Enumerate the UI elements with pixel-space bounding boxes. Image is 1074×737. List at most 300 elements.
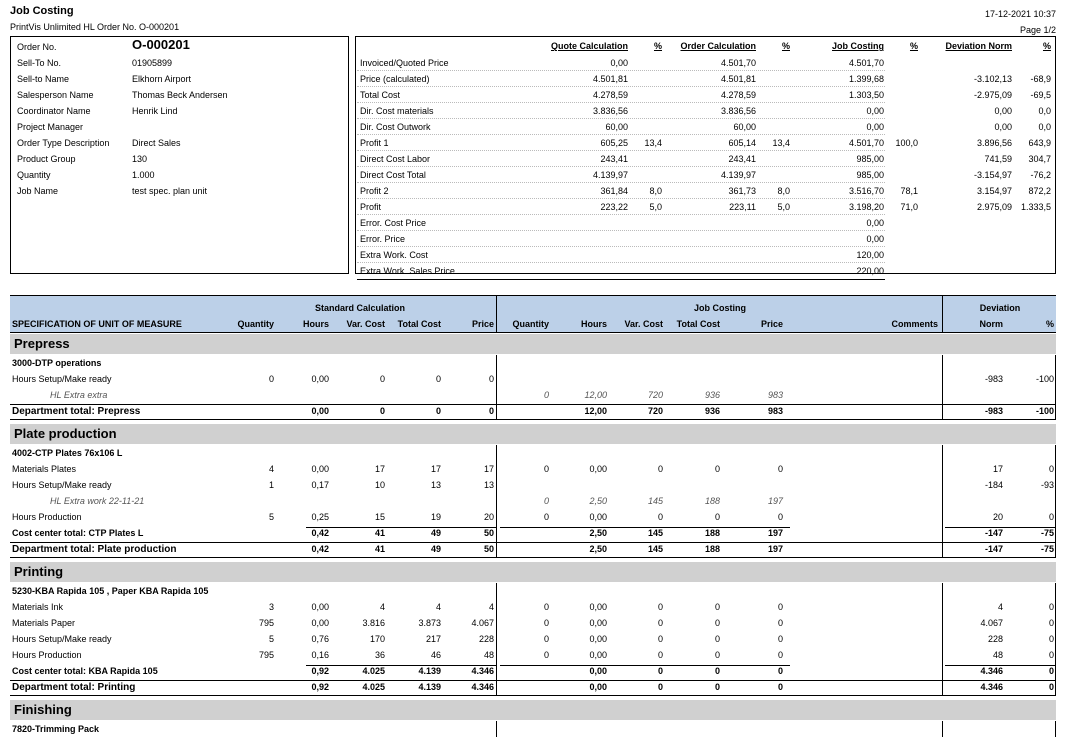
col-total-cost: Total Cost: [397, 319, 441, 329]
spec-value: 0,92: [311, 682, 329, 692]
order-info-label: Product Group: [17, 154, 76, 164]
spec-value: 0,16: [311, 650, 329, 660]
spec-value: 41: [374, 544, 385, 554]
col-var-cost: Var. Cost: [346, 319, 385, 329]
spec-value: 10: [374, 480, 385, 490]
summary-value: 223,11: [729, 202, 756, 212]
spec-value: 188: [704, 528, 720, 538]
order-info-label: Order No.: [17, 42, 57, 52]
spec-value: 17: [992, 464, 1003, 474]
spec-value: 170: [369, 634, 385, 644]
spec-value: 4: [268, 464, 274, 474]
summary-value: 5,0: [777, 202, 790, 212]
summary-row-rule: [357, 70, 885, 71]
spec-value: 936: [704, 406, 720, 416]
spec-value: 20: [992, 512, 1003, 522]
spec-row-label: Cost center total: CTP Plates L: [12, 528, 144, 538]
spec-value: 0: [777, 618, 783, 628]
spec-value: 0: [543, 650, 549, 660]
spec-value: 197: [767, 496, 783, 506]
spec-value: 0: [488, 406, 494, 416]
spec-value: 0: [714, 602, 720, 612]
spec-value: 0: [777, 666, 783, 676]
summary-row-rule: [357, 118, 885, 119]
spec-value: 0: [1048, 602, 1054, 612]
spec-row-label: Hours Production: [12, 650, 82, 660]
summary-value: -69,5: [1030, 90, 1051, 100]
spec-value: 0: [714, 618, 720, 628]
cost-center-title: 3000-DTP operations: [12, 358, 102, 368]
summary-value: 120,00: [856, 250, 884, 260]
summary-row-rule: [357, 262, 885, 263]
order-info-label: Sell-to Name: [17, 74, 70, 84]
summary-value: 3.896,56: [976, 138, 1012, 148]
summary-value: 0,00: [994, 122, 1012, 132]
report-datetime: 17-12-2021 10:37: [984, 9, 1056, 19]
department-total-rule: [10, 404, 1056, 405]
spec-value: 17: [430, 464, 441, 474]
spec-value: 4.067: [471, 618, 494, 628]
cost-center-title: 5230-KBA Rapida 105 , Paper KBA Rapida 105: [12, 586, 209, 596]
summary-value: -68,9: [1030, 74, 1051, 84]
summary-header: %: [1042, 41, 1051, 51]
summary-value: 100,0: [895, 138, 918, 148]
summary-row-label: Profit: [360, 202, 382, 212]
order-info-label: Job Name: [17, 186, 59, 196]
spec-value: 48: [483, 650, 494, 660]
spec-value: -147: [984, 544, 1003, 554]
spec-value: 188: [704, 496, 720, 506]
summary-value: 4.139,97: [592, 170, 628, 180]
order-number-value: O-000201: [132, 37, 190, 52]
summary-value: 985,00: [856, 154, 884, 164]
spec-value: 0: [1048, 650, 1054, 660]
summary-value: 605,25: [600, 138, 628, 148]
summary-value: 4.501,70: [848, 138, 884, 148]
spec-row-label: Hours Setup/Make ready: [12, 480, 112, 490]
summary-row-label: Invoiced/Quoted Price: [360, 58, 449, 68]
spec-value: -100: [1035, 374, 1054, 384]
summary-header: Order Calculation: [680, 41, 756, 51]
summary-value: 1.303,50: [848, 90, 884, 100]
summary-row-label: Dir. Cost Outwork: [360, 122, 431, 132]
spec-value: 0: [657, 618, 663, 628]
department-total-label: Department total: Plate production: [12, 544, 177, 555]
col-job-hours: Hours: [580, 319, 607, 329]
spec-value: 0,00: [311, 374, 329, 384]
order-info-value: 130: [132, 154, 148, 164]
spec-row-label: Hours Setup/Make ready: [12, 634, 112, 644]
summary-value: 0,00: [610, 58, 628, 68]
summary-value: 3.516,70: [848, 186, 884, 196]
order-info-value: Direct Sales: [132, 138, 181, 148]
spec-value: 4: [379, 602, 385, 612]
spec-value: -100: [1035, 406, 1054, 416]
group-standard-calculation: Standard Calculation: [314, 303, 405, 313]
summary-value: 60,00: [733, 122, 756, 132]
summary-row-label: Price (calculated): [360, 74, 430, 84]
spec-value: 0: [777, 602, 783, 612]
cost-center-title: 7820-Trimming Pack: [12, 724, 100, 734]
summary-row-rule: [357, 102, 885, 103]
summary-value: 243,41: [600, 154, 628, 164]
summary-row-rule: [357, 166, 885, 167]
summary-value: 60,00: [605, 122, 628, 132]
summary-row-rule: [357, 86, 885, 87]
spec-value: 4.346: [471, 682, 494, 692]
spec-value: 983: [767, 390, 783, 400]
summary-value: 0,0: [1038, 106, 1051, 116]
summary-row-label: Direct Cost Total: [360, 170, 426, 180]
subtotal-rule: [945, 665, 1056, 666]
spec-value: 0: [714, 666, 720, 676]
summary-value: 4.501,81: [720, 74, 756, 84]
spec-value: 0,17: [311, 480, 329, 490]
spec-value: 983: [767, 406, 783, 416]
group-job-costing: Job Costing: [694, 303, 746, 313]
spec-value: 0,00: [311, 602, 329, 612]
summary-value: 741,59: [984, 154, 1012, 164]
summary-header: %: [653, 41, 662, 51]
report-subtitle: PrintVis Unlimited HL Order No. O-000201: [10, 22, 180, 32]
summary-value: -3.154,97: [973, 170, 1012, 180]
summary-value: 3.836,56: [720, 106, 756, 116]
department-name: Plate production: [14, 426, 117, 441]
spec-value: 4.346: [980, 682, 1003, 692]
section-divider: [1055, 721, 1056, 737]
spec-value: 0: [714, 464, 720, 474]
spec-value: 5: [268, 634, 274, 644]
spec-value: 12,00: [584, 406, 607, 416]
spec-value: -983: [984, 374, 1003, 384]
spec-value: 0: [379, 374, 385, 384]
spec-value: 0,92: [311, 666, 329, 676]
summary-value: 4.501,70: [720, 58, 756, 68]
col-comments: Comments: [891, 319, 938, 329]
section-divider: [942, 445, 943, 557]
spec-value: 228: [478, 634, 494, 644]
spec-value: 4: [488, 602, 494, 612]
spec-value: 0: [435, 374, 441, 384]
col-job-total-cost: Total Cost: [676, 319, 720, 329]
summary-row-label: Profit 1: [360, 138, 389, 148]
col-job-price: Price: [760, 319, 783, 329]
summary-value: 304,7: [1028, 154, 1051, 164]
spec-value: 0,76: [311, 634, 329, 644]
summary-value: 4.501,81: [592, 74, 628, 84]
spec-value: 0: [657, 682, 663, 692]
spec-value: 0: [657, 512, 663, 522]
summary-row-label: Dir. Cost materials: [360, 106, 434, 116]
summary-value: 78,1: [900, 186, 918, 196]
summary-row-label: Total Cost: [360, 90, 401, 100]
summary-header: %: [909, 41, 918, 51]
spec-value: 0: [657, 602, 663, 612]
spec-value: 4.067: [980, 618, 1003, 628]
spec-value: 0,42: [311, 528, 329, 538]
spec-value: 720: [647, 406, 663, 416]
page-number: Page 1/2: [1019, 25, 1056, 35]
section-divider: [1055, 445, 1056, 557]
spec-value: 4.139: [418, 666, 441, 676]
spec-row-label: Materials Plates: [12, 464, 77, 474]
spec-value: 795: [258, 618, 274, 628]
summary-value: 8,0: [777, 186, 790, 196]
group-deviation: Deviation: [979, 303, 1021, 313]
department-total-rule: [10, 695, 1056, 696]
summary-value: 1.333,5: [1020, 202, 1051, 212]
summary-row-rule: [357, 150, 885, 151]
spec-value: 1: [268, 480, 274, 490]
spec-value: 48: [992, 650, 1003, 660]
spec-value: 0: [657, 464, 663, 474]
spec-value: 0,00: [589, 666, 607, 676]
summary-box: [355, 36, 1056, 274]
summary-value: 0,0: [1038, 122, 1051, 132]
spec-value: 4.025: [362, 682, 385, 692]
spec-value: 17: [483, 464, 494, 474]
spec-value: -983: [984, 406, 1003, 416]
col-hours: Hours: [302, 319, 329, 329]
section-divider: [496, 583, 497, 695]
section-divider: [942, 583, 943, 695]
department-total-rule: [10, 419, 1056, 420]
spec-value: 15: [374, 512, 385, 522]
spec-row-label: Hours Setup/Make ready: [12, 374, 112, 384]
summary-row-label: Error. Price: [360, 234, 406, 244]
report-title: Job Costing: [10, 5, 74, 17]
spec-value: 4: [435, 602, 441, 612]
department-band: [10, 334, 1056, 354]
spec-value: -93: [1040, 480, 1054, 490]
summary-value: 220,00: [856, 266, 884, 276]
spec-value: 188: [704, 544, 720, 554]
department-total-rule: [10, 542, 1056, 543]
spec-value: 0,00: [311, 406, 329, 416]
summary-value: 643,9: [1028, 138, 1051, 148]
summary-value: 985,00: [856, 170, 884, 180]
spec-value: 0: [543, 618, 549, 628]
spec-value: 0: [488, 374, 494, 384]
col-quantity: Quantity: [237, 319, 274, 329]
summary-row-rule: [357, 198, 885, 199]
subtotal-rule: [306, 527, 496, 528]
subtotal-rule: [500, 527, 790, 528]
summary-value: 223,22: [600, 202, 628, 212]
spec-value: 41: [374, 528, 385, 538]
spec-value: 2,50: [589, 544, 607, 554]
spec-value: 0: [1048, 512, 1054, 522]
summary-bottom-rule: [357, 279, 885, 280]
spec-value: 12,00: [584, 390, 607, 400]
summary-row-label: Error. Cost Price: [360, 218, 427, 228]
summary-value: -76,2: [1030, 170, 1051, 180]
summary-value: 5,0: [649, 202, 662, 212]
summary-value: 4.139,97: [720, 170, 756, 180]
summary-row-label: Extra Work. Cost: [360, 250, 428, 260]
col-price: Price: [471, 319, 494, 329]
summary-row-label: Profit 2: [360, 186, 389, 196]
spec-value: 145: [647, 544, 663, 554]
col-spec: SPECIFICATION OF UNIT OF MEASURE: [12, 319, 182, 329]
summary-value: 3.154,97: [976, 186, 1012, 196]
spec-value: 0,00: [589, 634, 607, 644]
spec-value: 0: [1048, 618, 1054, 628]
spec-value: 0: [1048, 682, 1054, 692]
spec-row-label: Materials Ink: [12, 602, 64, 612]
spec-row-label: HL Extra extra: [50, 390, 108, 400]
spec-value: 720: [647, 390, 663, 400]
col-job-var-cost: Var. Cost: [624, 319, 663, 329]
spec-value: 0,00: [311, 618, 329, 628]
subtotal-rule: [306, 665, 496, 666]
spec-value: 0: [714, 512, 720, 522]
order-info-label: Salesperson Name: [17, 90, 94, 100]
spec-value: 795: [258, 650, 274, 660]
spec-value: 0: [714, 682, 720, 692]
summary-value: 8,0: [649, 186, 662, 196]
section-divider: [496, 355, 497, 419]
spec-value: 3.816: [362, 618, 385, 628]
spec-value: 50: [483, 528, 494, 538]
summary-value: 361,73: [728, 186, 756, 196]
order-info-value: test spec. plan unit: [132, 186, 208, 196]
spec-value: 0: [268, 374, 274, 384]
department-total-label: Department total: Printing: [12, 682, 136, 693]
spec-value: 0: [1048, 634, 1054, 644]
summary-row-rule: [357, 246, 885, 247]
department-name: Finishing: [14, 702, 72, 717]
spec-value: -147: [984, 528, 1003, 538]
spec-value: 4.346: [980, 666, 1003, 676]
spec-value: 0: [543, 390, 549, 400]
spec-value: 46: [430, 650, 441, 660]
spec-value: 13: [430, 480, 441, 490]
spec-value: 228: [987, 634, 1003, 644]
order-info-value: 01905899: [132, 58, 173, 68]
department-band: [10, 700, 1056, 720]
summary-header: Quote Calculation: [550, 41, 628, 51]
subtotal-rule: [500, 665, 790, 666]
department-band: [10, 424, 1056, 444]
header-divider: [496, 296, 497, 332]
department-band: [10, 562, 1056, 582]
header-divider: [942, 296, 943, 332]
spec-value: -184: [984, 480, 1003, 490]
spec-value: 2,50: [589, 528, 607, 538]
summary-value: 3.198,20: [848, 202, 884, 212]
order-info-value: Elkhorn Airport: [132, 74, 192, 84]
summary-value: 0,00: [994, 106, 1012, 116]
summary-value: 1.399,68: [848, 74, 884, 84]
spec-value: 0: [777, 512, 783, 522]
spec-value: -75: [1040, 528, 1054, 538]
spec-value: 4: [997, 602, 1003, 612]
summary-value: 4.278,59: [592, 90, 628, 100]
spec-value: 0,00: [589, 602, 607, 612]
department-name: Printing: [14, 564, 64, 579]
spec-value: 0: [543, 464, 549, 474]
spec-value: 49: [430, 528, 441, 538]
summary-row-rule: [357, 214, 885, 215]
spec-row-label: Hours Production: [12, 512, 82, 522]
summary-value: 872,2: [1028, 186, 1051, 196]
col-norm: Norm: [979, 319, 1003, 329]
spec-value: 0: [543, 512, 549, 522]
spec-value: 19: [430, 512, 441, 522]
spec-value: 4.025: [362, 666, 385, 676]
order-info-label: Sell-To No.: [17, 58, 62, 68]
spec-value: 197: [767, 544, 783, 554]
spec-value: 936: [704, 390, 720, 400]
spec-value: 0: [543, 634, 549, 644]
summary-row-label: Extra Work. Sales Price: [360, 266, 455, 276]
section-divider: [942, 721, 943, 737]
spec-row-label: Materials Paper: [12, 618, 76, 628]
spec-value: 0: [777, 682, 783, 692]
spec-value: 0,00: [589, 464, 607, 474]
spec-value: 0,00: [589, 512, 607, 522]
summary-value: 2.975,09: [976, 202, 1012, 212]
spec-value: 2,50: [589, 496, 607, 506]
spec-value: 0,42: [311, 544, 329, 554]
spec-value: 0: [1048, 666, 1054, 676]
summary-header: Deviation Norm: [945, 41, 1012, 51]
section-divider: [942, 355, 943, 419]
spec-row-label: Cost center total: KBA Rapida 105: [12, 666, 158, 676]
spec-value: 36: [374, 650, 385, 660]
order-info-value: 1.000: [132, 170, 155, 180]
spec-value: 0,00: [589, 618, 607, 628]
summary-value: 13,4: [772, 138, 790, 148]
spec-value: 145: [647, 496, 663, 506]
summary-value: 0,00: [866, 234, 884, 244]
spec-value: 0: [777, 650, 783, 660]
spec-value: 0: [714, 650, 720, 660]
summary-value: 605,14: [728, 138, 756, 148]
summary-row-label: Direct Cost Labor: [360, 154, 431, 164]
summary-header: Job Costing: [832, 41, 884, 51]
order-info-label: Coordinator Name: [17, 106, 91, 116]
department-total-rule: [10, 557, 1056, 558]
spec-value: 0: [657, 650, 663, 660]
spec-value: 0: [777, 464, 783, 474]
spec-value: 4.139: [418, 682, 441, 692]
col-percent: %: [1045, 319, 1054, 329]
summary-header: %: [781, 41, 790, 51]
department-total-rule: [10, 680, 1056, 681]
order-info-value: Henrik Lind: [132, 106, 178, 116]
spec-row-label: HL Extra work 22-11-21: [50, 496, 145, 506]
cost-center-title: 4002-CTP Plates 76x106 L: [12, 448, 123, 458]
spec-value: 50: [483, 544, 494, 554]
spec-value: 197: [767, 528, 783, 538]
col-job-quantity: Quantity: [512, 319, 549, 329]
summary-value: 4.278,59: [720, 90, 756, 100]
spec-value: 3.873: [418, 618, 441, 628]
summary-row-rule: [357, 134, 885, 135]
spec-value: 5: [268, 512, 274, 522]
spec-value: 217: [425, 634, 441, 644]
spec-value: 13: [483, 480, 494, 490]
spec-value: 0: [777, 634, 783, 644]
section-divider: [496, 445, 497, 557]
spec-value: 17: [374, 464, 385, 474]
spec-value: 0: [379, 406, 385, 416]
section-divider: [496, 721, 497, 737]
order-info-value: Thomas Beck Andersen: [132, 90, 228, 100]
spec-value: 0: [1048, 464, 1054, 474]
